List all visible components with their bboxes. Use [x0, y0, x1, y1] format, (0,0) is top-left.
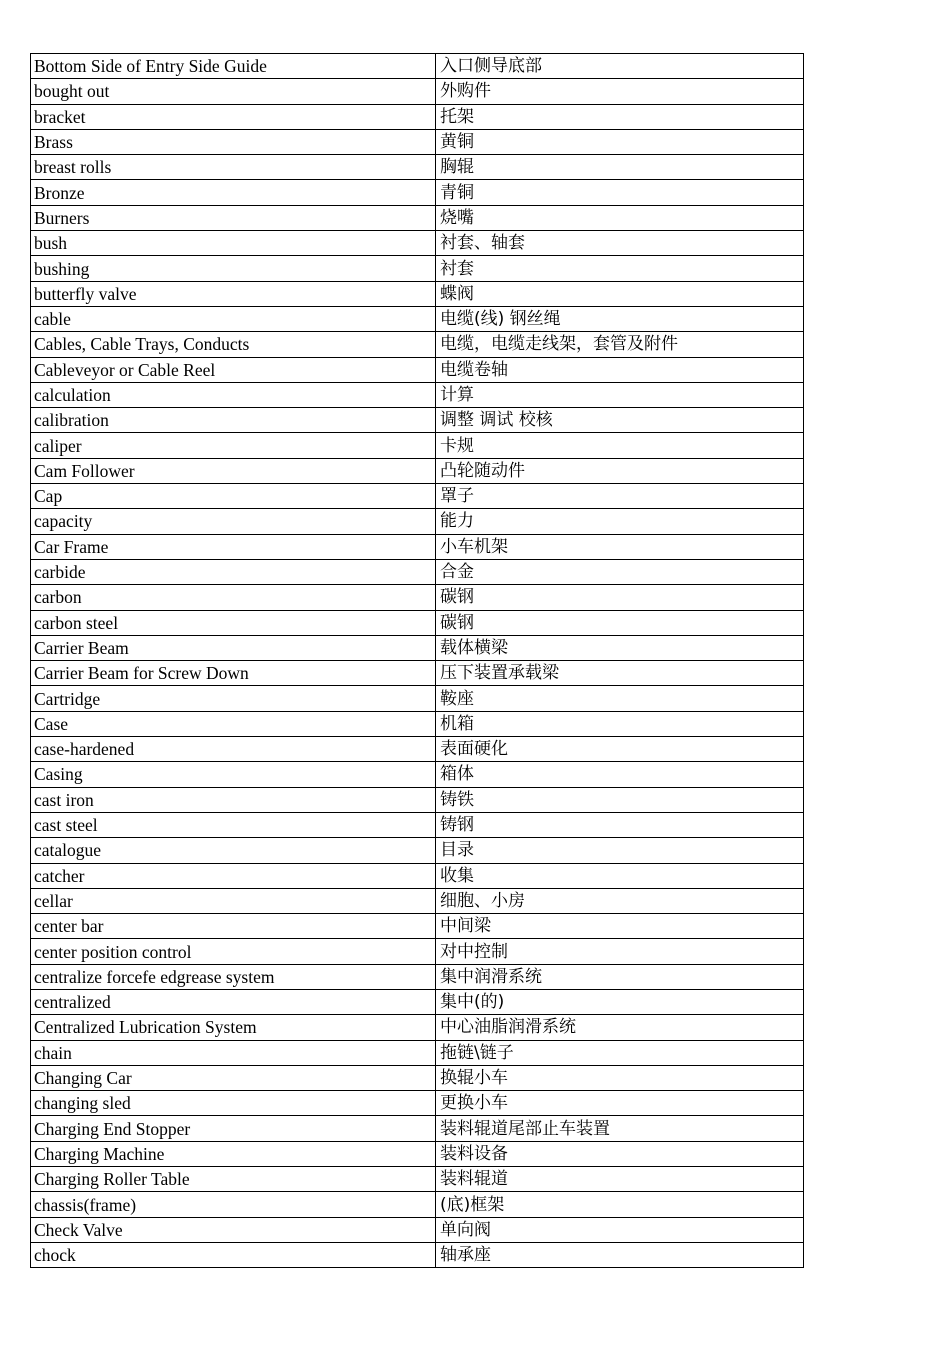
- table-row: [31, 129, 804, 154]
- table-row: [31, 54, 804, 79]
- chinese-term-cell: 压下装置承载梁: [436, 661, 804, 686]
- chinese-term-cell: 中心油脂润滑系统: [436, 1015, 804, 1040]
- english-term-cell: Charging Roller Table: [31, 1167, 436, 1192]
- chinese-term-cell: 烧嘴: [436, 205, 804, 230]
- chinese-term-cell: 机箱: [436, 711, 804, 736]
- table-row: [31, 1116, 804, 1141]
- english-term-cell: carbide: [31, 559, 436, 584]
- table-row: [31, 585, 804, 610]
- english-term-cell: Check Valve: [31, 1217, 436, 1242]
- table-row: [31, 1015, 804, 1040]
- english-term-cell: butterfly valve: [31, 281, 436, 306]
- table-row: [31, 1065, 804, 1090]
- table-row: [31, 787, 804, 812]
- chinese-term-cell: (底)框架: [436, 1192, 804, 1217]
- table-row: [31, 458, 804, 483]
- english-term-cell: Cableveyor or Cable Reel: [31, 357, 436, 382]
- table-row: [31, 812, 804, 837]
- table-row: [31, 1040, 804, 1065]
- chinese-term-cell: 鞍座: [436, 686, 804, 711]
- english-term-cell: carbon steel: [31, 610, 436, 635]
- chinese-term-cell: 对中控制: [436, 939, 804, 964]
- chinese-term-cell: 收集: [436, 863, 804, 888]
- english-term-cell: Cap: [31, 484, 436, 509]
- chinese-term-cell: 装料辊道尾部止车装置: [436, 1116, 804, 1141]
- english-term-cell: calculation: [31, 382, 436, 407]
- english-term-cell: centralized: [31, 989, 436, 1014]
- table-row: [31, 989, 804, 1014]
- english-term-cell: cellar: [31, 888, 436, 913]
- english-term-cell: caliper: [31, 433, 436, 458]
- glossary-body: [31, 54, 804, 1268]
- chinese-term-cell: 集中(的): [436, 989, 804, 1014]
- english-term-cell: breast rolls: [31, 155, 436, 180]
- english-term-cell: Cartridge: [31, 686, 436, 711]
- chinese-term-cell: 装料辊道: [436, 1167, 804, 1192]
- chinese-term-cell: 凸轮随动件: [436, 458, 804, 483]
- english-term-cell: Bronze: [31, 180, 436, 205]
- table-row: [31, 1091, 804, 1116]
- table-row: [31, 635, 804, 660]
- chinese-term-cell: 电缆(线) 钢丝绳: [436, 306, 804, 331]
- english-term-cell: bush: [31, 231, 436, 256]
- english-term-cell: Charging Machine: [31, 1141, 436, 1166]
- english-term-cell: center bar: [31, 914, 436, 939]
- chinese-term-cell: 细胞、小房: [436, 888, 804, 913]
- english-term-cell: cast iron: [31, 787, 436, 812]
- chinese-term-cell: 调整 调试 校核: [436, 408, 804, 433]
- chinese-term-cell: 铸钢: [436, 812, 804, 837]
- english-term-cell: center position control: [31, 939, 436, 964]
- chinese-term-cell: 箱体: [436, 762, 804, 787]
- table-row: [31, 509, 804, 534]
- table-row: [31, 357, 804, 382]
- chinese-term-cell: 载体横梁: [436, 635, 804, 660]
- table-row: [31, 762, 804, 787]
- chinese-term-cell: 计算: [436, 382, 804, 407]
- chinese-term-cell: 卡规: [436, 433, 804, 458]
- chinese-term-cell: 电缆卷轴: [436, 357, 804, 382]
- table-row: [31, 610, 804, 635]
- chinese-term-cell: 更换小车: [436, 1091, 804, 1116]
- english-term-cell: centralize forcefe edgrease system: [31, 964, 436, 989]
- english-term-cell: case-hardened: [31, 737, 436, 762]
- table-row: [31, 863, 804, 888]
- english-term-cell: Casing: [31, 762, 436, 787]
- chinese-term-cell: 衬套: [436, 256, 804, 281]
- english-term-cell: Cam Follower: [31, 458, 436, 483]
- table-row: [31, 1192, 804, 1217]
- english-term-cell: Cables, Cable Trays, Conducts: [31, 332, 436, 357]
- english-term-cell: bushing: [31, 256, 436, 281]
- table-row: [31, 939, 804, 964]
- chinese-term-cell: 目录: [436, 838, 804, 863]
- english-term-cell: Centralized Lubrication System: [31, 1015, 436, 1040]
- table-row: [31, 711, 804, 736]
- chinese-term-cell: 拖链\链子: [436, 1040, 804, 1065]
- table-row: [31, 79, 804, 104]
- english-term-cell: capacity: [31, 509, 436, 534]
- table-row: [31, 408, 804, 433]
- table-row: [31, 686, 804, 711]
- glossary-table: [30, 53, 804, 1268]
- chinese-term-cell: 铸铁: [436, 787, 804, 812]
- table-row: [31, 433, 804, 458]
- chinese-term-cell: 表面硬化: [436, 737, 804, 762]
- english-term-cell: Carrier Beam: [31, 635, 436, 660]
- english-term-cell: bought out: [31, 79, 436, 104]
- chinese-term-cell: 集中润滑系统: [436, 964, 804, 989]
- english-term-cell: calibration: [31, 408, 436, 433]
- table-row: [31, 534, 804, 559]
- table-row: [31, 332, 804, 357]
- english-term-cell: Charging End Stopper: [31, 1116, 436, 1141]
- chinese-term-cell: 碳钢: [436, 585, 804, 610]
- chinese-term-cell: 外购件: [436, 79, 804, 104]
- chinese-term-cell: 轴承座: [436, 1242, 804, 1267]
- chinese-term-cell: 青铜: [436, 180, 804, 205]
- english-term-cell: chassis(frame): [31, 1192, 436, 1217]
- table-row: [31, 964, 804, 989]
- english-term-cell: Changing Car: [31, 1065, 436, 1090]
- table-row: [31, 180, 804, 205]
- chinese-term-cell: 装料设备: [436, 1141, 804, 1166]
- english-term-cell: Burners: [31, 205, 436, 230]
- chinese-term-cell: 单向阀: [436, 1217, 804, 1242]
- table-row: [31, 205, 804, 230]
- english-term-cell: Case: [31, 711, 436, 736]
- english-term-cell: catalogue: [31, 838, 436, 863]
- chinese-term-cell: 托架: [436, 104, 804, 129]
- english-term-cell: Car Frame: [31, 534, 436, 559]
- table-row: [31, 1242, 804, 1267]
- table-row: [31, 104, 804, 129]
- table-row: [31, 281, 804, 306]
- table-row: [31, 888, 804, 913]
- chinese-term-cell: 蝶阀: [436, 281, 804, 306]
- english-term-cell: chain: [31, 1040, 436, 1065]
- table-row: [31, 737, 804, 762]
- chinese-term-cell: 罩子: [436, 484, 804, 509]
- english-term-cell: changing sled: [31, 1091, 436, 1116]
- table-row: [31, 838, 804, 863]
- table-row: [31, 306, 804, 331]
- table-row: [31, 382, 804, 407]
- english-term-cell: cast steel: [31, 812, 436, 837]
- table-row: [31, 559, 804, 584]
- chinese-term-cell: 电缆，电缆走线架，套管及附件: [436, 332, 804, 357]
- english-term-cell: Bottom Side of Entry Side Guide: [31, 54, 436, 79]
- chinese-term-cell: 衬套、轴套: [436, 231, 804, 256]
- chinese-term-cell: 碳钢: [436, 610, 804, 635]
- chinese-term-cell: 中间梁: [436, 914, 804, 939]
- chinese-term-cell: 换辊小车: [436, 1065, 804, 1090]
- chinese-term-cell: 能力: [436, 509, 804, 534]
- table-row: [31, 1167, 804, 1192]
- english-term-cell: carbon: [31, 585, 436, 610]
- table-row: [31, 155, 804, 180]
- chinese-term-cell: 合金: [436, 559, 804, 584]
- table-row: [31, 914, 804, 939]
- chinese-term-cell: 黄铜: [436, 129, 804, 154]
- chinese-term-cell: 小车机架: [436, 534, 804, 559]
- english-term-cell: Carrier Beam for Screw Down: [31, 661, 436, 686]
- english-term-cell: chock: [31, 1242, 436, 1267]
- english-term-cell: catcher: [31, 863, 436, 888]
- table-row: [31, 231, 804, 256]
- table-row: [31, 484, 804, 509]
- table-row: [31, 256, 804, 281]
- table-row: [31, 661, 804, 686]
- table-row: [31, 1141, 804, 1166]
- english-term-cell: Brass: [31, 129, 436, 154]
- english-term-cell: bracket: [31, 104, 436, 129]
- table-row: [31, 1217, 804, 1242]
- chinese-term-cell: 胸辊: [436, 155, 804, 180]
- chinese-term-cell: 入口侧导底部: [436, 54, 804, 79]
- english-term-cell: cable: [31, 306, 436, 331]
